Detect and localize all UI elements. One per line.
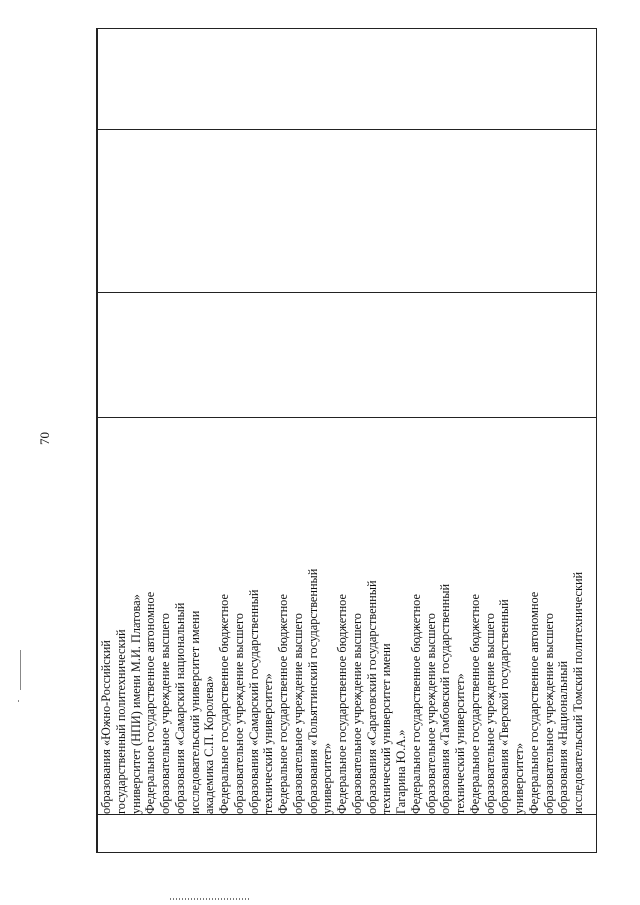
text-line: технический университет» (453, 673, 467, 814)
text-line: образовательное учреждение высшего (423, 613, 438, 814)
text-line: Федеральное государственное автономное (526, 591, 541, 814)
text-line: образовательное учреждение высшего (231, 613, 246, 814)
text-line: исследовательский университет имени (187, 610, 202, 814)
text-line: образовательное учреждение высшего (290, 613, 305, 814)
text-line: образования «Тольяттинский государственный (305, 568, 320, 814)
scan-mark (20, 650, 21, 690)
text-line: Федеральное государственное бюджетное (408, 594, 423, 814)
text-line: образовательное учреждение высшего (158, 613, 172, 814)
text-line: образования «Тверской государственный (497, 599, 512, 814)
text-line: государственный политехнический (113, 629, 128, 814)
text-line: образования «Южно-Российский (99, 640, 113, 814)
text-line: образовательное учреждение высшего (482, 613, 497, 814)
scan-artifact (170, 898, 250, 900)
text-line: Гагарина Ю.А.» (394, 729, 408, 814)
text-line: образования «Тамбовский государственный (438, 583, 453, 814)
text-line: образовательное учреждение высшего (349, 613, 364, 814)
text-line: образования «Национальный (556, 660, 571, 814)
table-row-divider (97, 814, 596, 815)
text-line: образования «Самарский национальный (172, 602, 187, 814)
table-row-divider (97, 129, 596, 130)
text-line: Федеральное государственное автономное (143, 591, 158, 814)
text-line: университет (НПИ) имени М.И. Платова» (128, 594, 143, 814)
text-line: образования «Самарский государственный (246, 589, 261, 814)
institutions-text (99, 417, 586, 814)
text-line: Федеральное государственное бюджетное (217, 594, 231, 814)
institutions-cell (97, 417, 596, 814)
table-row-divider (97, 292, 596, 293)
text-line: Федеральное государственное бюджетное (467, 594, 482, 814)
text-line: Федеральное государственное бюджетное (335, 594, 349, 814)
text-line: образования «Саратовский государственный (364, 580, 379, 814)
page-number: 70 (37, 432, 52, 445)
text-line: технический университет имени (379, 643, 394, 814)
text-line: технический университет» (261, 673, 276, 814)
text-line: образовательное учреждение высшего (541, 613, 556, 814)
institutions-text-rotated (99, 417, 586, 814)
scan-mark (18, 700, 19, 702)
document-table (96, 28, 597, 853)
text-line: исследовательский Томский политехнический (571, 571, 585, 814)
text-line: университет» (512, 742, 526, 814)
text-line: университет» (320, 742, 335, 814)
text-line: Федеральное государственное бюджетное (276, 594, 290, 814)
text-line: академика С.П. Королева» (202, 675, 217, 814)
